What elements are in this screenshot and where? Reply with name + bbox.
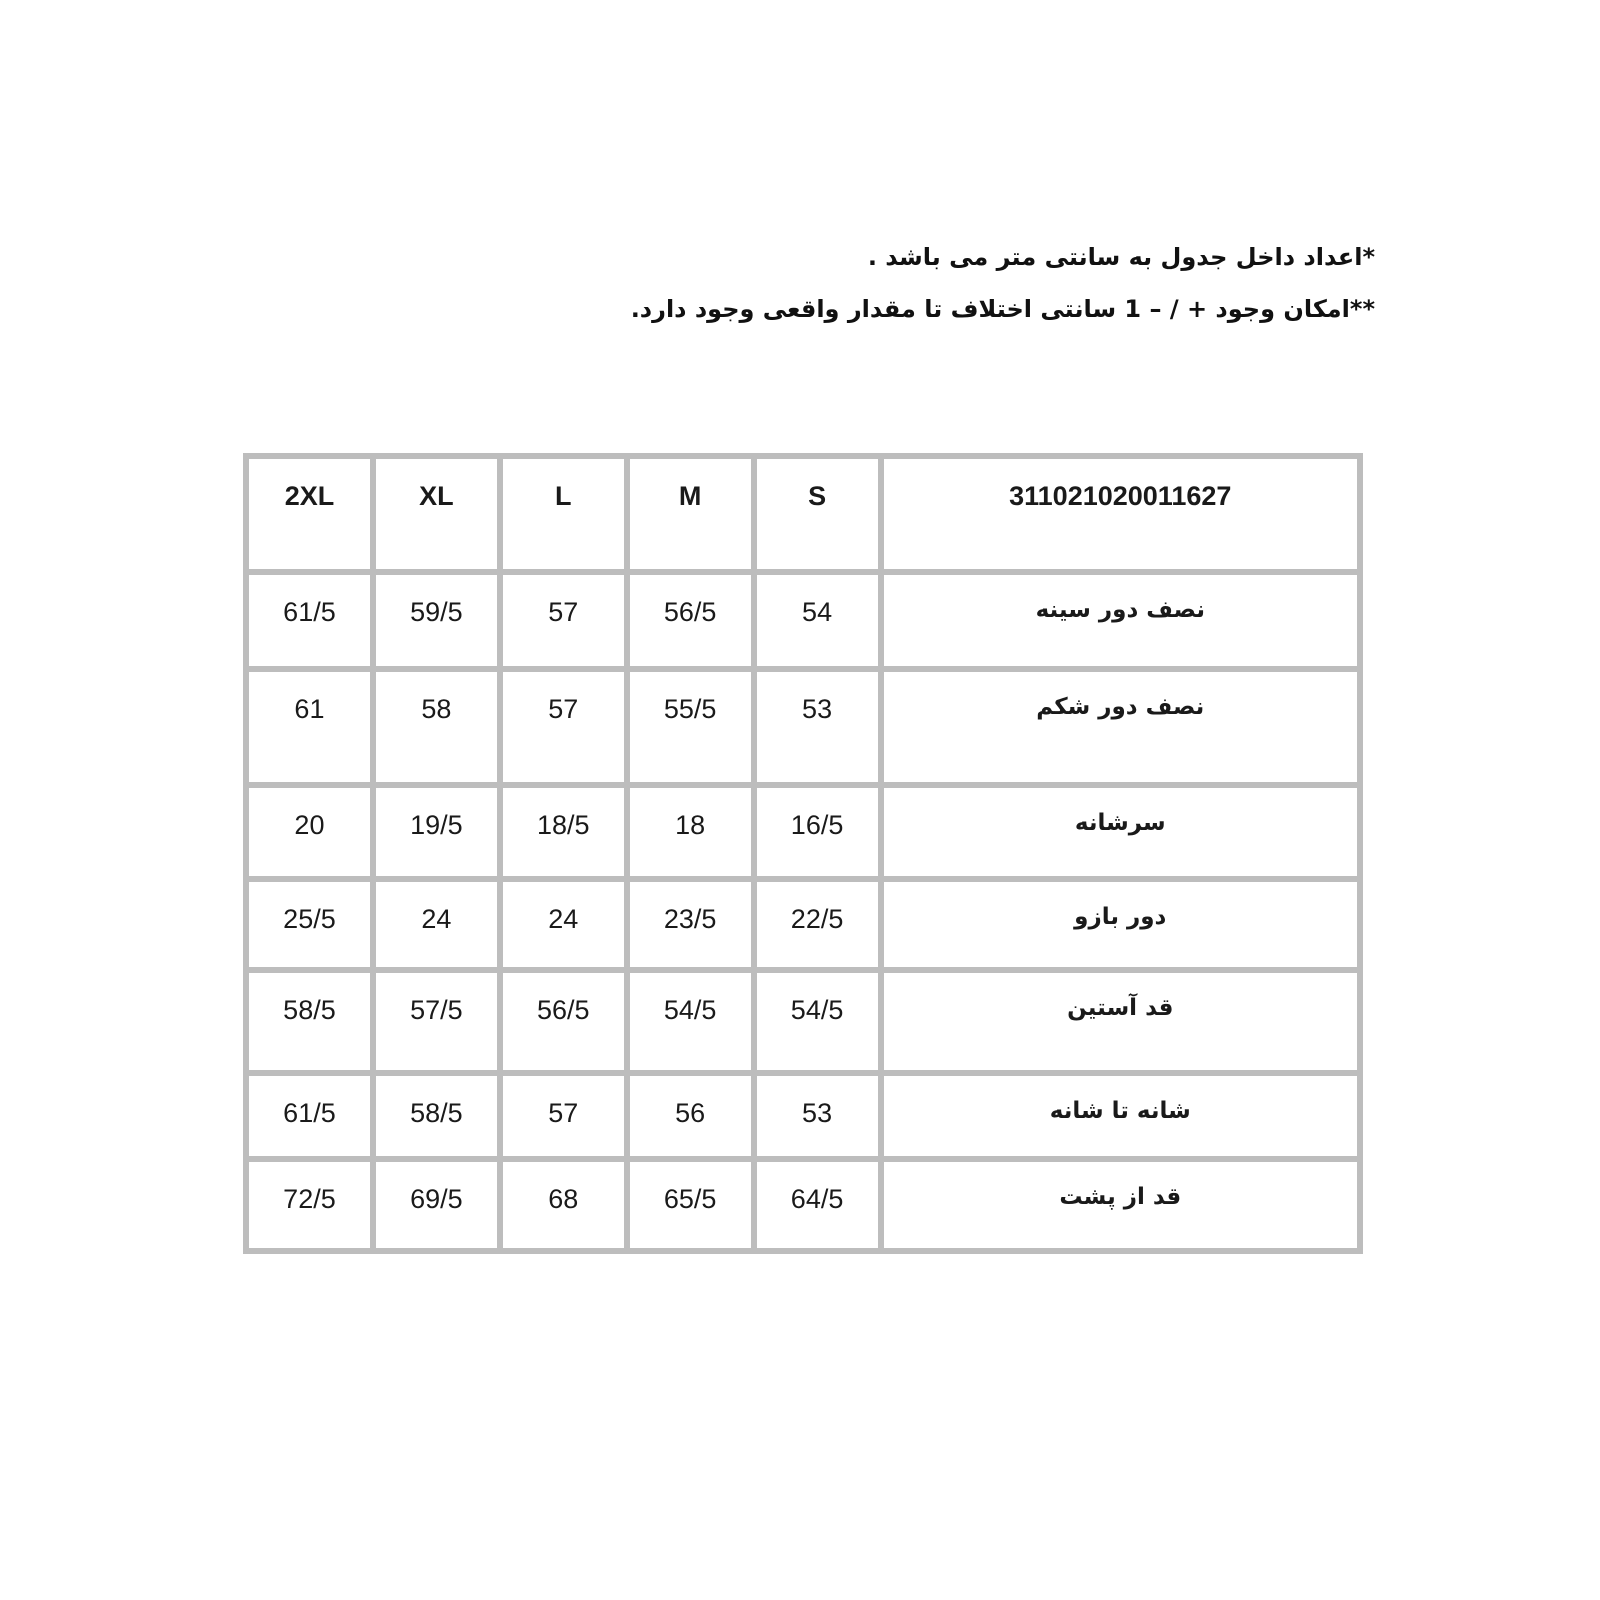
table-cell: 56 (627, 1073, 754, 1159)
table-cell: 65/5 (627, 1159, 754, 1251)
row-label: دور بازو (881, 879, 1360, 970)
header-size-xl: XL (373, 456, 500, 572)
tolerance-note: **امکان وجود + / – 1 سانتی اختلاف تا مقدار واقعی وجود دارد. (630, 295, 1375, 323)
table-row (246, 1073, 1360, 1159)
row-label: نصف دور سینه (881, 572, 1360, 669)
table-cell: 56/5 (627, 572, 754, 669)
row-label: سرشانه (881, 785, 1360, 879)
table-cell: 57 (500, 669, 627, 785)
table-cell: 69/5 (373, 1159, 500, 1251)
table-row (246, 879, 1360, 970)
table-cell: 53 (754, 1073, 881, 1159)
table-row (246, 1159, 1360, 1251)
unit-note: *اعداد داخل جدول به سانتی متر می باشد . (867, 243, 1375, 271)
table-cell: 54/5 (627, 970, 754, 1073)
table-row (246, 970, 1360, 1073)
table-cell: 24 (500, 879, 627, 970)
table-cell: 24 (373, 879, 500, 970)
header-size-s: S (754, 456, 881, 572)
table-cell: 54 (754, 572, 881, 669)
table-row (246, 785, 1360, 879)
table-cell: 16/5 (754, 785, 881, 879)
table-cell: 22/5 (754, 879, 881, 970)
header-size-l: L (500, 456, 627, 572)
table-cell: 58 (373, 669, 500, 785)
table-cell: 18 (627, 785, 754, 879)
table-cell: 23/5 (627, 879, 754, 970)
table-cell: 61/5 (246, 572, 373, 669)
table-cell: 57 (500, 1073, 627, 1159)
table-cell: 53 (754, 669, 881, 785)
table-cell: 57 (500, 572, 627, 669)
table-cell: 68 (500, 1159, 627, 1251)
table-cell: 18/5 (500, 785, 627, 879)
row-label: نصف دور شکم (881, 669, 1360, 785)
table-row (246, 669, 1360, 785)
table-cell: 61 (246, 669, 373, 785)
table-cell: 20 (246, 785, 373, 879)
header-product-code: 311021020011627 (881, 456, 1360, 572)
header-size-m: M (627, 456, 754, 572)
table-cell: 72/5 (246, 1159, 373, 1251)
row-label: قد آستین (881, 970, 1360, 1073)
table-row (246, 572, 1360, 669)
table-cell: 64/5 (754, 1159, 881, 1251)
table-cell: 58/5 (373, 1073, 500, 1159)
header-size-2xl: 2XL (246, 456, 373, 572)
table-cell: 19/5 (373, 785, 500, 879)
table-cell: 61/5 (246, 1073, 373, 1159)
row-label: قد از پشت (881, 1159, 1360, 1251)
row-label: شانه تا شانه (881, 1073, 1360, 1159)
table-cell: 25/5 (246, 879, 373, 970)
table-cell: 55/5 (627, 669, 754, 785)
table-cell: 57/5 (373, 970, 500, 1073)
table-cell: 54/5 (754, 970, 881, 1073)
table-header-row (246, 456, 1360, 572)
notes (475, 240, 1375, 344)
table-cell: 56/5 (500, 970, 627, 1073)
table-cell: 58/5 (246, 970, 373, 1073)
size-table (243, 453, 1363, 1254)
table-cell: 59/5 (373, 572, 500, 669)
